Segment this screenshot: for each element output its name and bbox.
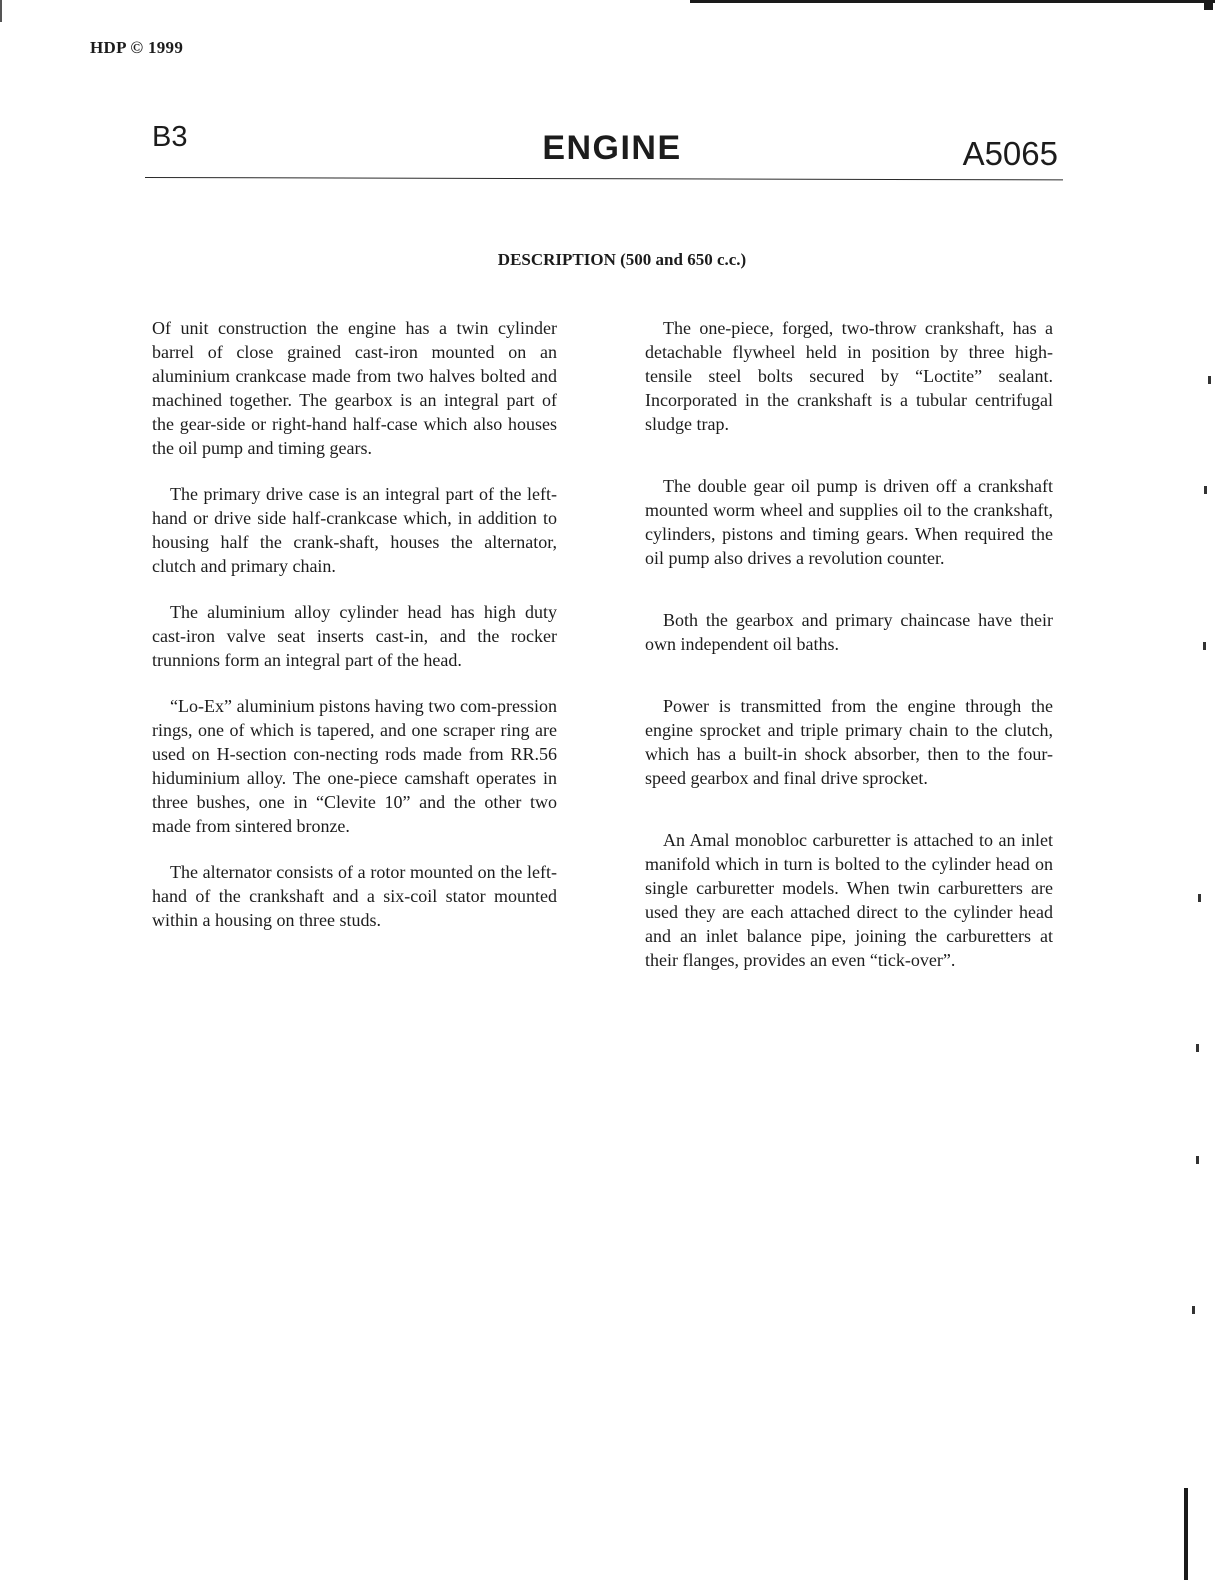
paragraph: Power is transmitted from the engine through the engine sprocket and triple primary chain to the clutch, which has a built-in shock absorber, then to the four-speed gearbox and final drive sprocket. [645, 696, 1053, 788]
binding-hole-mark [1208, 376, 1211, 384]
paragraph: An Amal monobloc carburetter is attached to an inlet manifold which in turn is bolted to the cylinder head on single carburetter models. When twin carburetters are used they are each attached direct to the cylinder head and an inlet balance pipe, joining the carburetters at their flanges, provides an even “tick-over”. [645, 830, 1053, 970]
right-column [645, 316, 1053, 972]
scan-edge-bottom [1184, 1488, 1188, 1580]
paragraph: Both the gearbox and primary chaincase have their own independent oil baths. [645, 610, 1053, 654]
binding-hole-mark [1203, 642, 1206, 650]
paragraph: Of unit construction the engine has a twin cylinder barrel of close grained cast-iron mounted on an aluminium crankcase made from two halves bolted and machined together. The gearbox is an integral part of the gear-side or right-hand half-case which also houses the oil pump and timing gears. [152, 318, 557, 458]
section-code: B3 [152, 121, 188, 153]
paragraph: The primary drive case is an integral part of the left-hand or drive side half-crankcase which, in addition to housing half the crank-shaft, houses the alternator, clutch and primary chain. [152, 484, 557, 576]
model-code: A5065 [962, 135, 1058, 172]
header-divider [145, 177, 1063, 180]
paragraph: The double gear oil pump is driven off a crankshaft mounted worm wheel and supplies oil to the crankshaft, cylinders, pistons and timing gears. When required the oil pump also drives a revolution counter. [645, 476, 1053, 568]
binding-hole-mark [1196, 1044, 1199, 1052]
binding-hole-mark [1204, 486, 1207, 494]
scan-edge-top [690, 0, 1215, 3]
paragraph: The alternator consists of a rotor mounted on the left-hand of the crankshaft and a six-coil stator mounted within a housing on three studs. [152, 862, 557, 930]
section-heading: DESCRIPTION (500 and 650 c.c.) [497, 250, 747, 269]
paragraph: “Lo-Ex” aluminium pistons having two com-pression rings, one of which is tapered, and one scraper ring are used on H-section con-necting rods made from RR.56 hiduminium alloy. The one-piece camshaft operates in three bushes, one in “Clevite 10” and the other two made from sintered bronze. [152, 696, 557, 836]
copyright-notice: HDP © 1999 [90, 38, 184, 57]
left-column [152, 316, 557, 932]
binding-hole-mark [1192, 1306, 1195, 1314]
binding-hole-mark [1196, 1156, 1199, 1164]
binding-hole-mark [1198, 894, 1201, 902]
scan-edge-left [0, 0, 2, 22]
page-title: ENGINE [542, 129, 682, 167]
paragraph: The one-piece, forged, two-throw crankshaft, has a detachable flywheel held in position by three high-tensile steel bolts secured by “Loctite” sealant. Incorporated in the crankshaft is a tubular centrifugal sludge trap. [645, 318, 1053, 434]
scan-edge-corner [1204, 0, 1213, 10]
paragraph: The aluminium alloy cylinder head has high duty cast-iron valve seat inserts cast-in, and the rocker trunnions form an integral part of the head. [152, 602, 557, 670]
